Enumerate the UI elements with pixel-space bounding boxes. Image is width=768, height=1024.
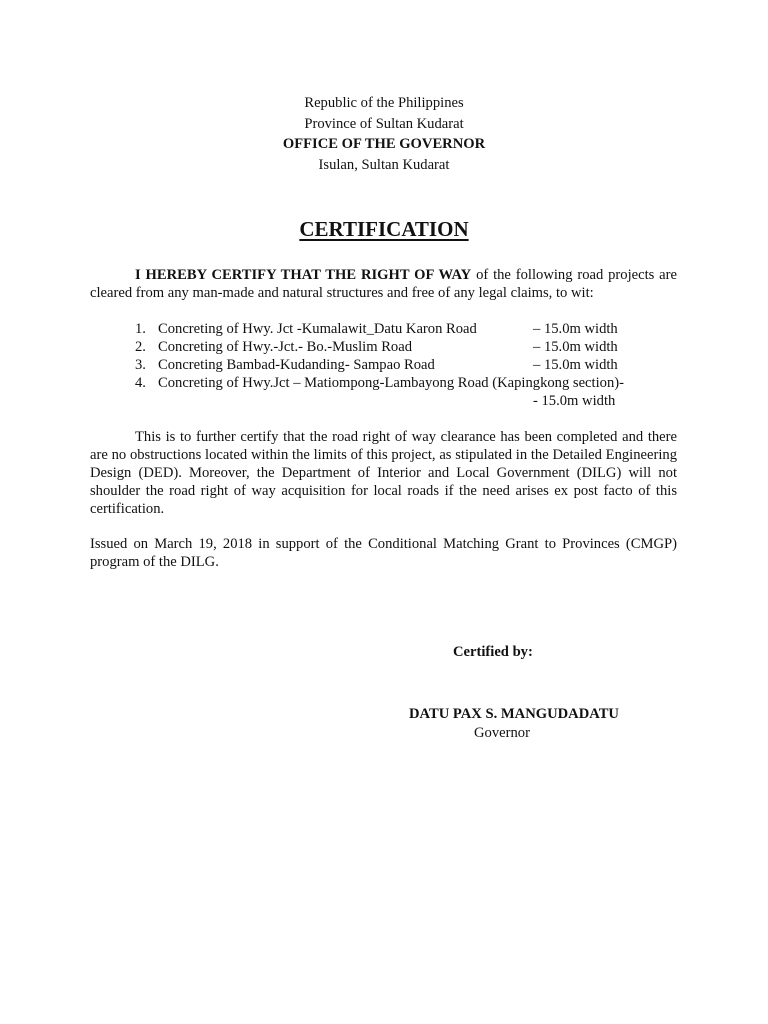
- certification-body: of the following road projects are cleared from any man-made and natural structures and free of any legal claims, to wit:: [90, 267, 677, 301]
- clearance-paragraph: This is to further certify that the road right of way clearance has been completed and there are no obstructions located within the limits of this project, as stipulated in the Detailed Engineering Design (DED). Moreover, the Department of Interior and Local Government (DILG) will not shoulder the road right of way acquisition for local roads if the need arises ex post facto of this certification.: [90, 429, 677, 517]
- road-project-list: [135, 320, 695, 410]
- list-item-name: Concreting Bambad-Kudanding- Sampao Road: [158, 357, 435, 373]
- list-item-width: – 15.0m width: [533, 339, 618, 355]
- issuance-paragraph: Issued on March 19, 2018 in support of the Conditional Matching Grant to Provinces (CMGP) program of the DILG.: [90, 536, 677, 570]
- list-item-name: Concreting of Hwy. Jct -Kumalawit_Datu Karon Road: [158, 321, 477, 337]
- list-item-width: - 15.0m width: [533, 393, 616, 409]
- signatory-title: Governor: [474, 725, 530, 741]
- letterhead-country: Republic of the Philippines: [304, 95, 464, 111]
- document-title: CERTIFICATION: [299, 217, 469, 241]
- list-item-number: 1.: [135, 321, 146, 337]
- list-item-name: Concreting of Hwy.Jct – Matiompong-Lambayong Road (Kapingkong section)-: [158, 375, 624, 391]
- list-item-number: 2.: [135, 339, 146, 355]
- list-item: [135, 356, 695, 374]
- letterhead-province: Province of Sultan Kudarat: [304, 115, 464, 132]
- signatory-name: DATU PAX S. MANGUDADATU: [409, 706, 619, 722]
- list-item-width: – 15.0m width: [533, 357, 618, 373]
- list-item: [135, 374, 695, 410]
- certification-paragraph: [90, 266, 677, 302]
- letterhead: [0, 93, 768, 175]
- list-item: [135, 320, 695, 338]
- list-item-name: Concreting of Hwy.-Jct.- Bo.-Muslim Road: [158, 339, 413, 355]
- certification-lead: I HEREBY CERTIFY THAT THE RIGHT OF WAY: [135, 267, 472, 283]
- letterhead-address: Isulan, Sultan Kudarat: [318, 156, 450, 173]
- list-item-number: 4.: [135, 375, 146, 391]
- letterhead-office: OFFICE OF THE GOVERNOR: [282, 136, 486, 152]
- list-item-width: – 15.0m width: [533, 321, 618, 337]
- certified-by-label: Certified by:: [453, 644, 533, 660]
- list-item-number: 3.: [135, 357, 146, 373]
- list-item: [135, 338, 695, 356]
